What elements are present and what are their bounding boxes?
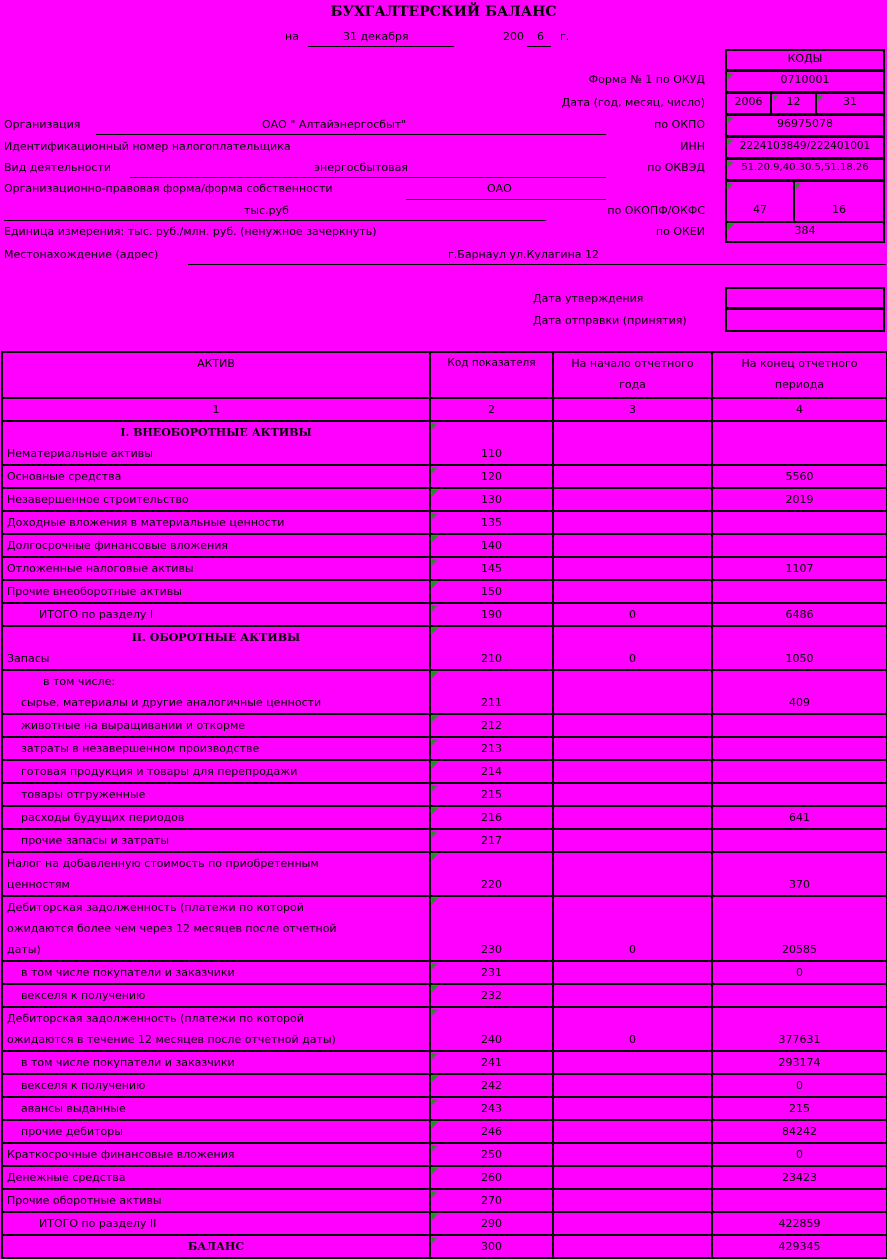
row-name-pre: Дебиторская задолженность (платежи по которой [7, 1012, 304, 1025]
row-name: авансы выданные [2, 1097, 430, 1120]
table-row [2, 1120, 887, 1143]
row-end[interactable] [712, 984, 887, 1007]
table-row [2, 714, 887, 737]
send-date-field[interactable] [725, 308, 885, 332]
row-start[interactable] [553, 961, 712, 984]
table-row [2, 896, 887, 961]
row-start[interactable] [553, 670, 712, 714]
table-row [2, 511, 887, 534]
row-name: товары отгруженные [2, 783, 430, 806]
date-prefix: на [285, 30, 299, 43]
row-end[interactable]: 293174 [712, 1051, 887, 1074]
report-year: 2006 [725, 92, 772, 115]
row-name: Прочие оборотные активы [2, 1189, 430, 1212]
row-start[interactable] [553, 714, 712, 737]
row-start[interactable] [553, 1051, 712, 1074]
send-date-label: Дата отправки (принятия) [533, 314, 687, 327]
row-end[interactable]: 20585 [712, 896, 887, 961]
table-row [2, 760, 887, 783]
year-abbr: г. [560, 30, 570, 43]
row-end[interactable]: 5560 [712, 465, 887, 488]
table-row [2, 1166, 887, 1189]
row-start[interactable]: 0 [553, 626, 712, 670]
inn-label: Идентификационный номер налогоплательщика [4, 140, 291, 153]
row-end[interactable] [712, 783, 887, 806]
row-start[interactable] [553, 465, 712, 488]
row-end[interactable]: 0 [712, 1074, 887, 1097]
table-row [2, 580, 887, 603]
balance-table [1, 351, 887, 1259]
row-end[interactable]: 0 [712, 961, 887, 984]
header-code: Код показателя [430, 352, 553, 398]
row-code: 242 [430, 1074, 553, 1097]
row-end[interactable] [712, 421, 887, 465]
row-code: 211 [430, 670, 553, 714]
col-number-1: 1 [2, 398, 430, 421]
row-end[interactable] [712, 534, 887, 557]
row-end[interactable]: 6486 [712, 603, 887, 626]
row-start[interactable] [553, 1074, 712, 1097]
table-row [2, 421, 887, 465]
row-code: 230 [430, 896, 553, 961]
table-row [2, 534, 887, 557]
header-start: На начало отчетного года [553, 352, 712, 398]
row-start[interactable] [553, 1143, 712, 1166]
col-number-2: 2 [430, 398, 553, 421]
row-end[interactable] [712, 1189, 887, 1212]
row-code: 217 [430, 829, 553, 852]
okved-code: 51.20.9,40.30.5,51.18.26 [725, 158, 885, 181]
row-start[interactable] [553, 760, 712, 783]
row-start[interactable] [553, 1235, 712, 1258]
row-end[interactable] [712, 829, 887, 852]
row-end[interactable] [712, 714, 887, 737]
row-name: Долгосрочные финансовые вложения [2, 534, 430, 557]
row-start[interactable] [553, 852, 712, 896]
col-number-4: 4 [712, 398, 887, 421]
row-start[interactable] [553, 806, 712, 829]
organization-label: Организация [4, 118, 81, 131]
row-name: готовая продукция и товары для перепродажи [2, 760, 430, 783]
row-code: 231 [430, 961, 553, 984]
row-start[interactable] [553, 421, 712, 465]
row-start[interactable]: 0 [553, 603, 712, 626]
table-row [2, 557, 887, 580]
table-row [2, 626, 887, 670]
row-name-pre: Дебиторская задолженность (платежи по которой [7, 901, 304, 914]
section-2-title: II. ОБОРОТНЫЕ АКТИВЫ [131, 631, 301, 644]
row-start[interactable] [553, 984, 712, 1007]
row-code: 135 [430, 511, 553, 534]
row-end[interactable]: 23423 [712, 1166, 887, 1189]
unit-label: Единица измерения: тыс. руб./млн. руб. (ненужное зачеркнуть) [4, 225, 377, 238]
row-start[interactable] [553, 534, 712, 557]
table-row [2, 488, 887, 511]
okud-code: 0710001 [725, 70, 885, 93]
row-code: 210 [430, 626, 553, 670]
table-row [2, 783, 887, 806]
row-name: Денежные средства [2, 1166, 430, 1189]
address-label: Местонахождение (адрес) [4, 248, 159, 261]
page-title: БУХГАЛТЕРСКИЙ БАЛАНС [330, 4, 557, 20]
legal-form-value-2: тыс.руб [244, 204, 289, 217]
table-row [2, 1143, 887, 1166]
row-name: сырье, материалы и другие аналогичные ценности [21, 696, 322, 709]
row-end[interactable]: 2019 [712, 488, 887, 511]
approval-date-field[interactable] [725, 287, 885, 309]
row-end[interactable] [712, 580, 887, 603]
row-name: ИТОГО по разделу II [2, 1212, 430, 1235]
row-code: 216 [430, 806, 553, 829]
approval-date-label: Дата утверждения [533, 292, 644, 305]
row-name: расходы будущих периодов [2, 806, 430, 829]
row-name: векселя к получению [2, 984, 430, 1007]
organization-value: ОАО " Алтайэнергосбыт" [262, 118, 407, 131]
row-code: 240 [430, 1007, 553, 1051]
row-code: 120 [430, 465, 553, 488]
activity-label: Вид деятельности [4, 161, 112, 174]
year-suffix: 6 [537, 30, 544, 43]
row-end[interactable]: 429345 [712, 1235, 887, 1258]
row-code: 290 [430, 1212, 553, 1235]
row-name: Основные средства [2, 465, 430, 488]
table-row [2, 1212, 887, 1235]
row-name: прочие запасы и затраты [2, 829, 430, 852]
col-number-3: 3 [553, 398, 712, 421]
table-row [2, 603, 887, 626]
row-start[interactable] [553, 580, 712, 603]
row-end[interactable]: 409 [712, 670, 887, 714]
row-code: 300 [430, 1235, 553, 1258]
row-name: Доходные вложения в материальные ценности [2, 511, 430, 534]
row-name: ИТОГО по разделу I [2, 603, 430, 626]
row-start[interactable] [553, 1189, 712, 1212]
row-code: 232 [430, 984, 553, 1007]
codes-header: КОДЫ [725, 49, 885, 71]
header-end: На конец отчетного периода [712, 352, 887, 398]
okpo-code: 96975078 [725, 114, 885, 137]
row-start[interactable] [553, 1166, 712, 1189]
table-row [2, 1189, 887, 1212]
inn-code-label: ИНН [680, 140, 705, 153]
row-code: 250 [430, 1143, 553, 1166]
report-date-label: Дата (год, месяц, число) [561, 96, 705, 109]
row-end[interactable]: 370 [712, 852, 887, 896]
row-end[interactable] [712, 737, 887, 760]
row-start[interactable]: 0 [553, 896, 712, 961]
table-row [2, 737, 887, 760]
row-code: 246 [430, 1120, 553, 1143]
row-end[interactable]: 1050 [712, 626, 887, 670]
row-code: 213 [430, 737, 553, 760]
row-name: даты) [7, 943, 41, 956]
row-name-pre: Налог на добавленную стоимость по приобретенным [7, 857, 319, 870]
row-end[interactable]: 84242 [712, 1120, 887, 1143]
row-end[interactable]: 0 [712, 1143, 887, 1166]
row-name: векселя к получению [2, 1074, 430, 1097]
row-end[interactable]: 377631 [712, 1007, 887, 1051]
table-numbers-row [2, 398, 887, 421]
row-start[interactable] [553, 783, 712, 806]
row-name: БАЛАНС [2, 1235, 430, 1258]
okopf-label: по ОКОПФ/ОКФС [607, 204, 705, 217]
okud-label: Форма № 1 по ОКУД [588, 73, 705, 86]
okfs-code: 16 [793, 180, 885, 223]
row-code: 140 [430, 534, 553, 557]
table-row [2, 1235, 887, 1258]
table-row [2, 961, 887, 984]
okved-label: по ОКВЭД [647, 161, 705, 174]
row-end[interactable] [712, 760, 887, 783]
row-code: 214 [430, 760, 553, 783]
table-row [2, 1097, 887, 1120]
row-code: 150 [430, 580, 553, 603]
legal-form-value: ОАО [487, 182, 512, 195]
row-name: Нематериальные активы [7, 447, 153, 460]
row-name: Отложенные налоговые активы [2, 557, 430, 580]
row-start[interactable] [553, 829, 712, 852]
row-code: 145 [430, 557, 553, 580]
row-end[interactable]: 1107 [712, 557, 887, 580]
row-start[interactable] [553, 488, 712, 511]
row-name: Незавершенное строительство [2, 488, 430, 511]
table-row [2, 1074, 887, 1097]
row-start[interactable] [553, 737, 712, 760]
year-prefix: 200 [503, 30, 524, 43]
row-name: ценностям [7, 878, 70, 891]
table-header-row [2, 352, 887, 398]
address-value: г.Барнаул ул.Кулагина 12 [448, 248, 599, 261]
table-row [2, 1007, 887, 1051]
row-name: животные на выращивании и откорме [2, 714, 430, 737]
row-name: затраты в незавершенном производстве [2, 737, 430, 760]
row-end[interactable] [712, 511, 887, 534]
row-code: 241 [430, 1051, 553, 1074]
row-code: 110 [430, 421, 553, 465]
row-name-pre: в том числе: [43, 675, 116, 688]
row-end[interactable]: 422859 [712, 1212, 887, 1235]
row-code: 212 [430, 714, 553, 737]
okpo-label: по ОКПО [654, 118, 705, 131]
table-row [2, 984, 887, 1007]
row-name: прочие дебиторы [2, 1120, 430, 1143]
row-name: Прочие внеоборотные активы [2, 580, 430, 603]
row-name: Краткосрочные финансовые вложения [2, 1143, 430, 1166]
row-name: Запасы [7, 652, 50, 665]
row-name: в том числе покупатели и заказчики [2, 1051, 430, 1074]
row-end[interactable]: 641 [712, 806, 887, 829]
legal-form-label: Организационно-правовая форма/форма собственности [4, 182, 333, 195]
header-asset: АКТИВ [2, 352, 430, 398]
report-day-month: 31 декабря [343, 30, 409, 43]
activity-value: энергосбытовая [314, 161, 408, 174]
row-code: 270 [430, 1189, 553, 1212]
section-1-title: I. ВНЕОБОРОТНЫЕ АКТИВЫ [120, 426, 312, 439]
row-code: 243 [430, 1097, 553, 1120]
row-start[interactable] [553, 1212, 712, 1235]
report-month: 12 [770, 92, 817, 115]
row-code: 190 [430, 603, 553, 626]
okei-code: 384 [725, 221, 885, 243]
okopf-code: 47 [725, 180, 795, 223]
row-start[interactable] [553, 557, 712, 580]
row-code: 260 [430, 1166, 553, 1189]
table-row [2, 465, 887, 488]
table-row [2, 670, 887, 714]
table-row [2, 829, 887, 852]
row-start[interactable] [553, 1120, 712, 1143]
row-start[interactable] [553, 511, 712, 534]
row-code: 220 [430, 852, 553, 896]
report-day: 31 [815, 92, 885, 115]
row-code: 215 [430, 783, 553, 806]
row-start[interactable]: 0 [553, 1007, 712, 1051]
row-name-mid: ожидаются более чем через 12 месяцев после отчетной [7, 922, 337, 935]
table-row [2, 806, 887, 829]
row-name: ожидаются в течение 12 месяцев после отчетной даты) [7, 1033, 336, 1046]
okei-label: по ОКЕИ [655, 225, 705, 238]
table-row [2, 1051, 887, 1074]
table-row [2, 852, 887, 896]
row-end[interactable]: 215 [712, 1097, 887, 1120]
row-name: в том числе покупатели и заказчики [2, 961, 430, 984]
inn-code: 2224103849/222401001 [725, 136, 885, 159]
row-start[interactable] [553, 1097, 712, 1120]
row-code: 130 [430, 488, 553, 511]
